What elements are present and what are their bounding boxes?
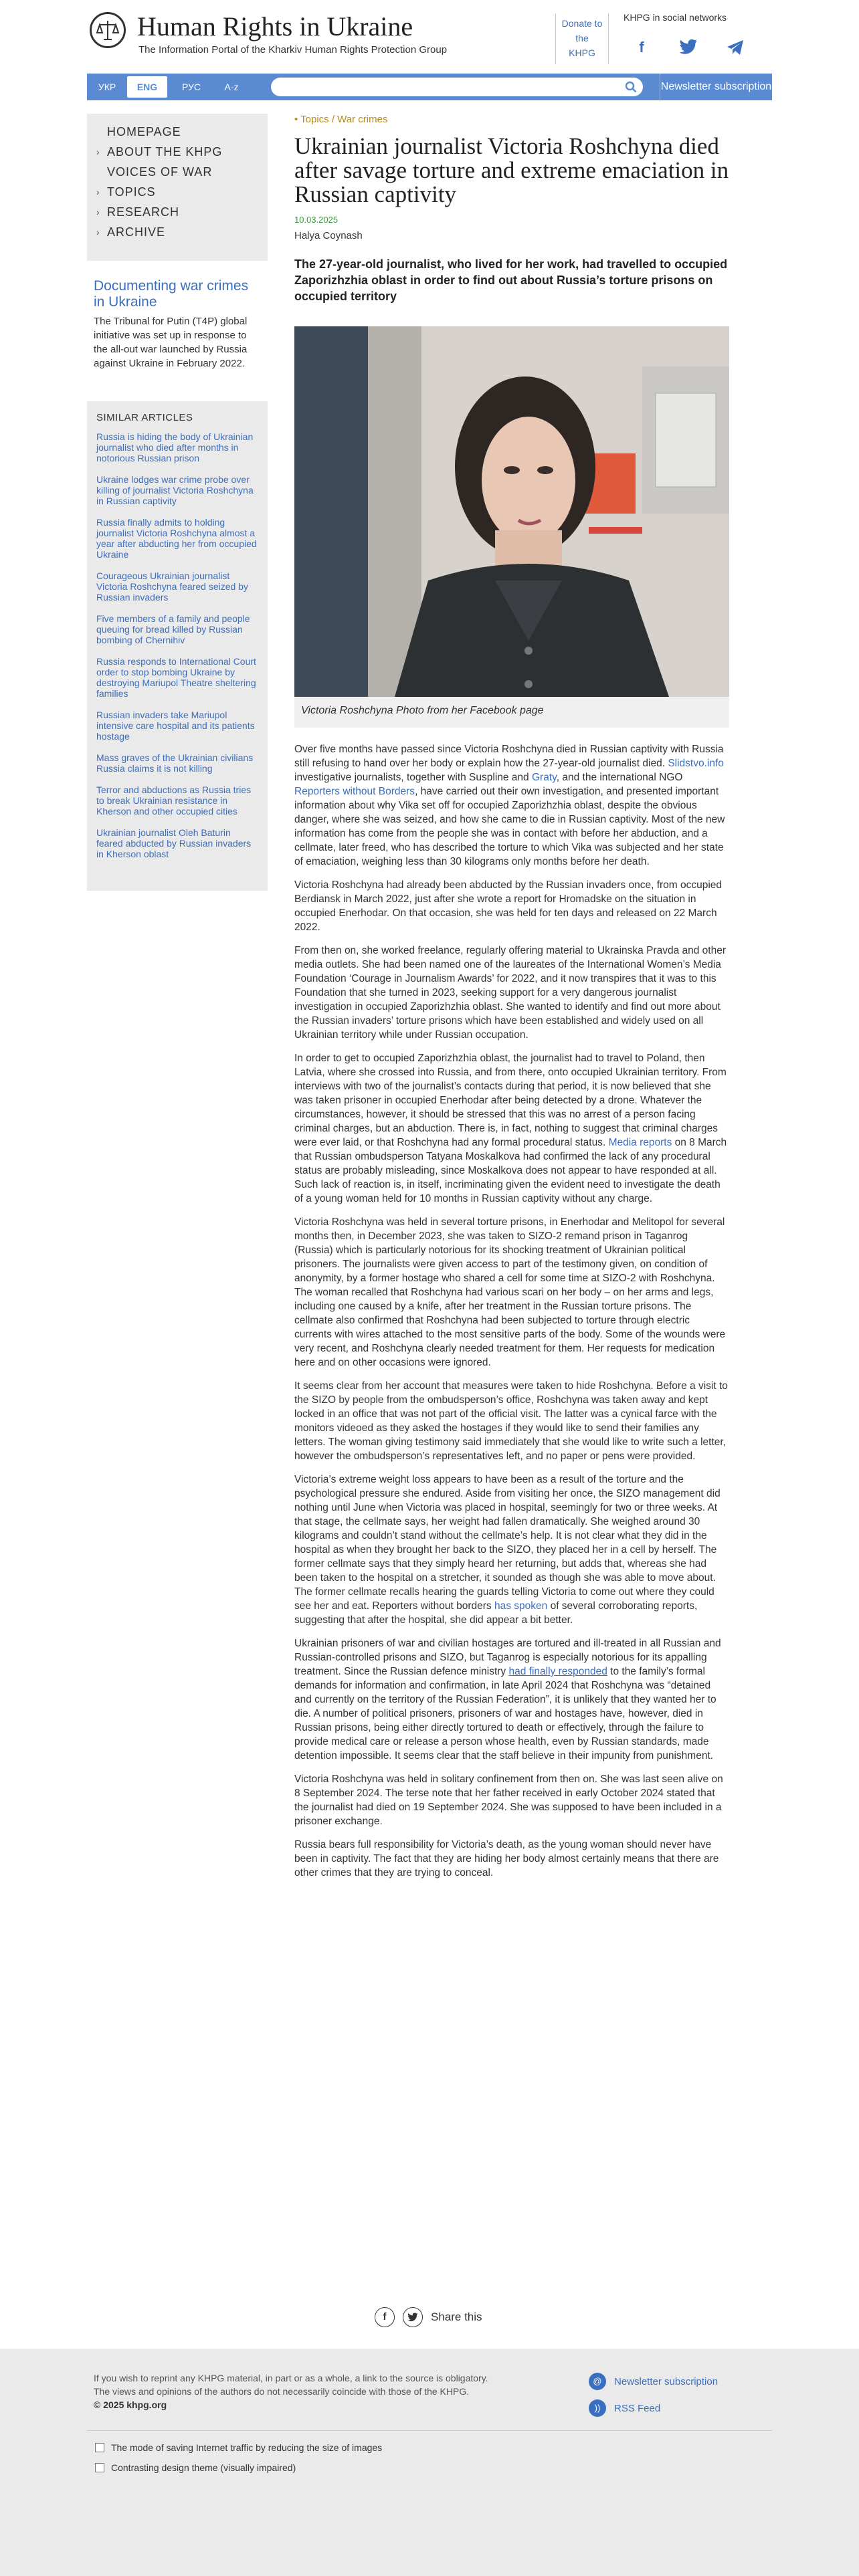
article-lead: The 27-year-old journalist, who lived for her work, had travelled to occupied Zaporizhzhia oblast in order to find out about Russia’s torture prisons on occupied territory — [294, 257, 728, 303]
article — [294, 114, 729, 1879]
article-date: 10.03.2025 — [294, 215, 339, 225]
share-block — [375, 2307, 482, 2327]
newsletter-subscription-button[interactable]: Newsletter subscription — [660, 74, 772, 100]
similar-article-link[interactable]: Courageous Ukrainian journalist Victoria Roshchyna feared seized by Russian invaders — [96, 570, 248, 603]
reprint-notice: If you wish to reprint any KHPG material, in part or as a whole, a link to the source is obligatory. — [94, 2373, 488, 2383]
photo-caption: Victoria Roshchyna Photo from her Facebook page — [301, 705, 544, 716]
slidstvo-link[interactable]: Slidstvo.info — [668, 758, 724, 769]
article-paragraph: Over five months have passed since Victoria Roshchyna died in Russian captivity with Russia still refusing to hand over her body or explain how the 27-year-old journalist died. Slidstvo.info investigative journalists, together with Suspline and Graty, and the international NGO Reporters without Borders, have carried out their own investigation, and presented important information about why Vika set off for occupied Zaporizhzhia oblast, despite the obvious danger, where she was seized, and how she came to die in Russian captivity. Most of the new information has come from the people she was in contact with before her abduction, and a cellmate, later freed, who has described the torture to which Vika was subjected and her state of emaciation, weighing less than 30 kilograms only months before her death. — [294, 744, 725, 867]
article-paragraph: From then on, she worked freelance, regularly offering material to Ukrainska Pravda and other media outlets. She had been named one of the laureates of the International Women’s Media Foundation ‘Courage in Journalism Awards’ for 2022, and it now transpires that it was to this Foundation that she turned in 2023, seeking support for a very dangerous journalist investigation in occupied Zaporizhzhia oblast. She wanted to identify and find out more about the Russian invaders’ torture prisons which have been established and widely used on all Ukrainian territory while under Russian occupation. — [294, 945, 727, 1041]
menu-item-label: HOMEPAGE — [107, 125, 181, 138]
a-z-link[interactable]: A-z — [224, 82, 239, 92]
similar-article-link[interactable]: Terror and abductions as Russia tries to break Ukrainian resistance in Kherson and other occupied cities — [96, 784, 252, 817]
menu-item-voices[interactable] — [87, 162, 268, 182]
menu-item-homepage[interactable] — [87, 122, 268, 142]
similar-article-link[interactable]: Russian invaders take Mariupol intensive care hospital and its patients hostage — [96, 710, 255, 742]
site-header — [87, 0, 772, 74]
footer-divider — [87, 2430, 772, 2431]
article-paragraph: Ukrainian prisoners of war and civilian hostages are tortured and ill-treated in all Russian and Russian-controlled prisons and SIZO, but Taganrog is especially notorious for its appalling treatment. Since the Russian defence ministry had finally responded to the family’s formal demands for information and confirmation, in late April 2024 that Roshchyna was “detained and currently on the territory of the Russian Federation”, it is unlikely that they wanted her to die. A number of political prisoners, prisoners of war and hostages have, however, died in Russian prisons, being either directly tortured to death or effectively, through the failure to provide medical care or release a person whose health, even by Russian standards, made detention impossible. It seems clear that the staff believe in their impunity from punishment. — [294, 1638, 721, 1761]
article-author[interactable]: Halya Coynash — [294, 230, 363, 241]
social-title: KHPG in social networks — [624, 12, 727, 23]
lang-ukr[interactable]: УКР — [98, 82, 116, 92]
article-paragraph: Victoria Roshchyna was held in solitary confinement from then on. She was last seen alive on 8 September 2024. The terse note that her father received in early October 2024 stated that the journalist had died on 19 September 2024. She was supposed to have been included in a prisoner exchange. — [294, 1774, 723, 1827]
site-title[interactable]: Human Rights in Ukraine — [137, 11, 413, 41]
menu-item-topics[interactable] — [87, 182, 268, 202]
menu-item-research[interactable] — [87, 202, 268, 222]
chevron-right-icon: › — [96, 146, 100, 157]
article-title: Ukrainian journalist Victoria Roshchyna died after savage torture and extreme emaciation in Russian captivity — [294, 133, 729, 207]
menu-item-label: TOPICS — [107, 185, 156, 199]
social-block — [624, 12, 771, 59]
graty-link[interactable]: Graty — [531, 772, 557, 783]
menu-item-about[interactable] — [87, 142, 268, 162]
share-facebook-icon[interactable]: f — [375, 2307, 395, 2327]
search-icon[interactable] — [619, 78, 643, 96]
top-navbar — [87, 74, 772, 100]
menu-item-archive[interactable] — [87, 222, 268, 242]
chevron-right-icon: › — [96, 207, 100, 217]
media-reports-link[interactable]: Media reports — [608, 1137, 672, 1148]
article-paragraph: Russia bears full responsibility for Victoria’s death, as the young woman should never have been in captivity. The fact that they are hiding her body almost certainly means that there are other crimes that they are trying to conceal. — [294, 1839, 719, 1879]
footer-rss-link[interactable]: )) RSS Feed — [589, 2399, 718, 2417]
contrast-theme-checkbox[interactable] — [95, 2463, 104, 2472]
telegram-icon[interactable] — [725, 39, 745, 59]
lang-rus[interactable]: РУС — [181, 82, 201, 92]
copyright: © 2025 khpg.org — [94, 2399, 167, 2410]
site-subtitle: The Information Portal of the Kharkiv Human Rights Protection Group — [138, 44, 448, 56]
rsf-link[interactable]: Reporters without Borders — [294, 786, 415, 797]
victoria-roshchyna-photo — [294, 326, 729, 697]
has-spoken-link[interactable]: has spoken — [494, 1600, 548, 1612]
menu-item-label: RESEARCH — [107, 205, 180, 219]
site-footer — [0, 2349, 859, 2576]
similar-article-link[interactable]: Russia responds to International Court order to stop bombing Ukraine by destroying Mariupol Theatre sheltering families — [96, 656, 256, 699]
menu-item-label: VOICES OF WAR — [107, 165, 213, 179]
article-body — [294, 742, 729, 1889]
menu-item-label: ABOUT THE KHPG — [107, 145, 223, 158]
documenting-war-crimes-block — [94, 278, 261, 370]
similar-articles-title: SIMILAR ARTICLES — [96, 412, 193, 423]
breadcrumb[interactable]: • Topics / War crimes — [294, 114, 388, 125]
article-paragraph: Victoria Roshchyna was held in several torture prisons, in Enerhodar and Melitopol for several months then, in December 2023, she was taken to SIZO-2 remand prison in Taganrog (Russia) which is particularly notorious for its shocking treatment of Ukrainian political prisoners. The journalists were given access to part of the testimony given, on condition of anonymity, by a former hostage who shared a cell for some time at SIZO-2 with Roshchyna. The woman recalled that Roshchyna had various scari on her body – on her arms and legs, including one caused by a knife, after her treatment in the Russian torture prisons. The cellmate also confirmed that Roshchyna had been subjected to torture through electric currents with wires attached to the most sensitive parts of the body. Some of the wounds were very recent, and Roshchyna clearly needed treatment for them. Her requests for medication here and on other occasions were ignored. — [294, 1216, 726, 1368]
article-figure — [294, 326, 729, 728]
menu-item-label: ARCHIVE — [107, 225, 166, 239]
chevron-right-icon: › — [96, 187, 100, 197]
traffic-saving-option[interactable]: The mode of saving Internet traffic by reducing the size of images — [95, 2442, 382, 2453]
khpg-logo-icon[interactable] — [90, 12, 126, 48]
similar-article-link[interactable]: Ukraine lodges war crime probe over killing of journalist Victoria Roshchyna in Russian captivity — [96, 474, 254, 506]
traffic-saving-checkbox[interactable] — [95, 2443, 104, 2452]
similar-article-link[interactable]: Five members of a family and people queuing for bread killed by Russian bombing of Chernihiv — [96, 613, 250, 645]
documenting-war-crimes-link[interactable]: Documenting war crimes in Ukraine — [94, 278, 249, 310]
article-paragraph: Victoria’s extreme weight loss appears to have been as a result of the torture and the psychological pressure she endured. Aside from visiting her once, the SIZO management did nothing until June when Victoria was placed in hospital, seemingly for two or three weeks. At that stage, the cellmate says, her weight had fallen dramatically. She weighed around 30 kilograms and couldn’t stand without the cellmate’s help. It is not clear what they did in the hospital as when they brought her back to the SIZO, they placed her in a cell by herself. The former cellmate says that they simply heard her returning, but adds that, whereas she had been taken to the hospital on a stretcher, it sounded as though she was able to move about. The former cellmate recalls hearing the guards telling Victoria to come out where they could see her and eat. Reporters without borders has spoken of several corroborating reports, suggesting that after the hospital, she did appear a bit better. — [294, 1474, 721, 1626]
views-notice: The views and opinions of the authors do not necessarily coincide with those of the KHPG. — [94, 2386, 470, 2397]
similar-article-link[interactable]: Russia finally admits to holding journalist Victoria Roshchyna almost a year after abducting her from occupied Ukraine — [96, 517, 257, 560]
rss-icon: )) — [589, 2399, 606, 2417]
article-paragraph: It seems clear from her account that measures were taken to hide Roshchyna. Before a visit to the SIZO by people from the ombudsperson’s office, Roshchyna was taken away and kept locked in an office that was not part of the official visit. The latter was a cynical farce with the monitors videoed as they asked the hostages if they would like to send their families any letters. The woman giving testimony said immediately that she would like to write such a letter, however the ombudsperson’s representatives left, and no paper or pens were provided. — [294, 1380, 728, 1462]
facebook-icon[interactable]: f — [639, 39, 644, 56]
similar-article-link[interactable]: Russia is hiding the body of Ukrainian journalist who died after months in notorious Russian prison — [96, 431, 254, 463]
similar-article-link[interactable]: Mass graves of the Ukrainian civilians Russia claims it is not killing — [96, 752, 254, 774]
footer-newsletter-link[interactable]: @ Newsletter subscription — [589, 2373, 718, 2390]
similar-articles — [87, 401, 268, 891]
documenting-war-crimes-text: The Tribunal for Putin (T4P) global initiative was set up in response to the all-out war launched by Russia against Ukraine in February 2022. — [94, 316, 248, 369]
share-twitter-icon[interactable] — [403, 2307, 423, 2327]
share-label: Share this — [431, 2311, 482, 2323]
article-paragraph: In order to get to occupied Zaporizhzhia oblast, the journalist had to travel to Poland, then Latvia, where she crossed into Russia, and from there, onto occupied Ukrainian territory. From interviews with two of the journalist’s contacts during that period, it is now believed that she was taken prisoner in occupied Enerhodar after being detected by a drone. Whatever the circumstances, however, it should be stressed that this was no arrest of a person facing criminal charges, but an abduction. There is, in fact, nothing to suggest that criminal charges were ever laid, or that Roshchyna had any formal procedural status. Media reports on 8 March that Russian ombudsperson Tatyana Moskalkova had confirmed the lack of any procedural status are probably misleading, since Moskalkova does not appear to have responded at all. Such lack of reaction is, in itself, incriminating given the evident need to investigate the death of a young woman held for 10 months in Russian captivity without any charge. — [294, 1053, 727, 1204]
chevron-right-icon: › — [96, 227, 100, 237]
search-input[interactable] — [271, 78, 619, 96]
lang-eng[interactable]: ENG — [127, 76, 167, 98]
twitter-icon[interactable] — [678, 39, 698, 59]
sidebar-menu — [87, 114, 268, 261]
donate-link[interactable]: Donate to the KHPG — [555, 13, 609, 64]
contrast-theme-option[interactable]: Contrasting design theme (visually impaired) — [95, 2462, 296, 2473]
finally-responded-link[interactable]: had finally responded — [508, 1666, 607, 1677]
at-icon: @ — [589, 2373, 606, 2390]
similar-article-link[interactable]: Ukrainian journalist Oleh Baturin feared abducted by Russian invaders in Kherson oblast — [96, 827, 252, 859]
article-paragraph: Victoria Roshchyna had already been abducted by the Russian invaders once, from occupied Berdiansk in March 2022, just after she wrote a report for Hromadske on the situation in occupied Enerhodar. On that occasion, she was held for ten days and released on 22 March 2022. — [294, 879, 723, 933]
